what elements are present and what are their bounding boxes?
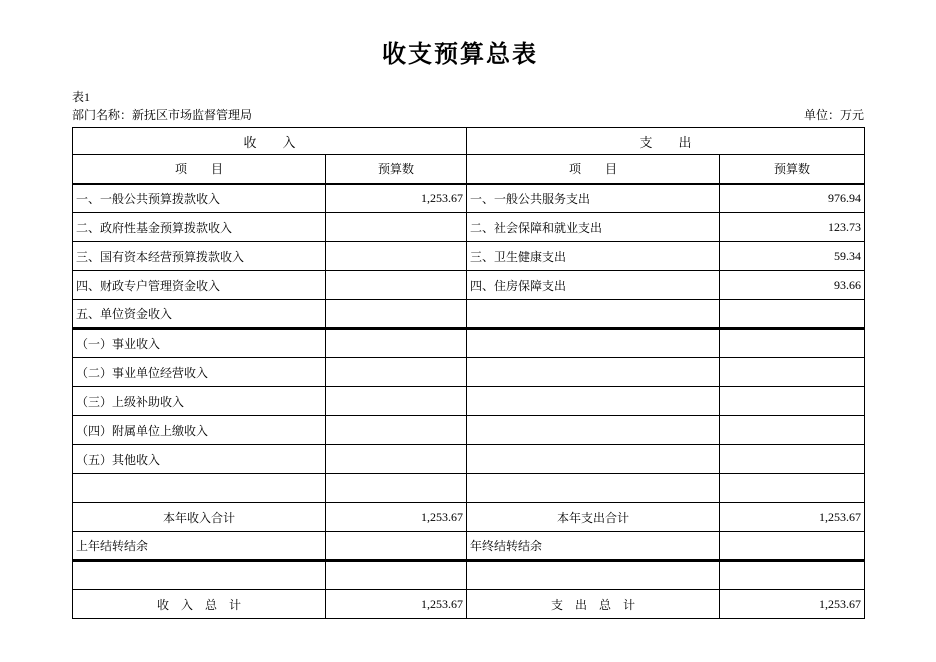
table-number-note: 表1 (72, 90, 91, 104)
income-item-cell: （一）事业收入 (73, 329, 326, 358)
expense-value-cell (720, 445, 865, 474)
expense-item-cell (467, 474, 720, 503)
expense-section-header: 支 出 (467, 128, 865, 155)
budget-table (72, 127, 865, 619)
table-row-annual-total (73, 503, 865, 532)
income-item-cell: 二、政府性基金预算拨款收入 (73, 213, 326, 242)
table-row (73, 213, 865, 242)
table-row (73, 329, 865, 358)
expense-item-cell: 二、社会保障和就业支出 (467, 213, 720, 242)
income-item-cell: （三）上级补助收入 (73, 387, 326, 416)
expense-item-cell (467, 358, 720, 387)
income-item-cell: （五）其他收入 (73, 445, 326, 474)
expense-item-cell (467, 300, 720, 329)
table-row-grand-total (73, 590, 865, 619)
income-value-cell (326, 416, 467, 445)
income-item-cell: 本年收入合计 (73, 503, 326, 532)
expense-value-cell (720, 474, 865, 503)
expense-value-cell (720, 387, 865, 416)
table-row (73, 184, 865, 213)
income-value-cell: 1,253.67 (326, 184, 467, 213)
expense-item-cell (467, 387, 720, 416)
expense-item-cell (467, 416, 720, 445)
income-value-cell (326, 387, 467, 416)
expense-value-cell: 1,253.67 (720, 590, 865, 619)
expense-item-cell: 支 出 总 计 (467, 590, 720, 619)
income-value-cell (326, 271, 467, 300)
table-row (73, 474, 865, 503)
page-title: 收支预算总表 (382, 42, 538, 68)
expense-value-cell (720, 561, 865, 590)
income-budget-header: 预算数 (326, 155, 467, 184)
expense-value-cell (720, 532, 865, 561)
table-row (73, 358, 865, 387)
table-row (73, 445, 865, 474)
expense-item-cell: 本年支出合计 (467, 503, 720, 532)
income-item-header: 项 目 (73, 155, 326, 184)
income-value-cell: 1,253.67 (326, 590, 467, 619)
expense-value-cell: 1,253.67 (720, 503, 865, 532)
income-value-cell: 1,253.67 (326, 503, 467, 532)
expense-item-cell (467, 445, 720, 474)
income-value-cell (326, 242, 467, 271)
income-value-cell (326, 213, 467, 242)
income-value-cell (326, 300, 467, 329)
unit-label: 单位：万元 (803, 108, 864, 122)
income-item-cell (73, 561, 326, 590)
expense-item-cell (467, 329, 720, 358)
expense-item-cell: 四、住房保障支出 (467, 271, 720, 300)
table-row (73, 387, 865, 416)
department-name: 部门名称：新抚区市场监督管理局 (72, 108, 253, 122)
section-header-row (73, 128, 865, 155)
expense-value-cell (720, 300, 865, 329)
meta-row (72, 106, 864, 123)
income-item-cell: 五、单位资金收入 (73, 300, 326, 329)
table-row-carryover (73, 532, 865, 561)
income-item-cell: 一、一般公共预算拨款收入 (73, 184, 326, 213)
expense-item-cell: 三、卫生健康支出 (467, 242, 720, 271)
expense-budget-header: 预算数 (720, 155, 865, 184)
expense-value-cell: 123.73 (720, 213, 865, 242)
income-value-cell (326, 329, 467, 358)
income-item-cell: 上年结转结余 (73, 532, 326, 561)
table-row (73, 561, 865, 590)
expense-item-cell (467, 561, 720, 590)
expense-value-cell (720, 329, 865, 358)
expense-value-cell (720, 358, 865, 387)
income-item-cell (73, 474, 326, 503)
income-item-cell: （二）事业单位经营收入 (73, 358, 326, 387)
expense-item-cell: 年终结转结余 (467, 532, 720, 561)
income-value-cell (326, 445, 467, 474)
income-value-cell (326, 561, 467, 590)
expense-value-cell: 59.34 (720, 242, 865, 271)
income-section-header: 收 入 (73, 128, 467, 155)
income-item-cell: 四、财政专户管理资金收入 (73, 271, 326, 300)
income-item-cell: （四）附属单位上缴收入 (73, 416, 326, 445)
income-value-cell (326, 474, 467, 503)
table-row (73, 242, 865, 271)
table-row (73, 416, 865, 445)
income-item-cell: 收 入 总 计 (73, 590, 326, 619)
expense-item-cell: 一、一般公共服务支出 (467, 184, 720, 213)
income-value-cell (326, 532, 467, 561)
expense-value-cell: 93.66 (720, 271, 865, 300)
expense-value-cell (720, 416, 865, 445)
income-value-cell (326, 358, 467, 387)
expense-item-header: 项 目 (467, 155, 720, 184)
table-row (73, 271, 865, 300)
income-item-cell: 三、国有资本经营预算拨款收入 (73, 242, 326, 271)
table-row (73, 300, 865, 329)
expense-value-cell: 976.94 (720, 184, 865, 213)
column-header-row (73, 155, 865, 184)
